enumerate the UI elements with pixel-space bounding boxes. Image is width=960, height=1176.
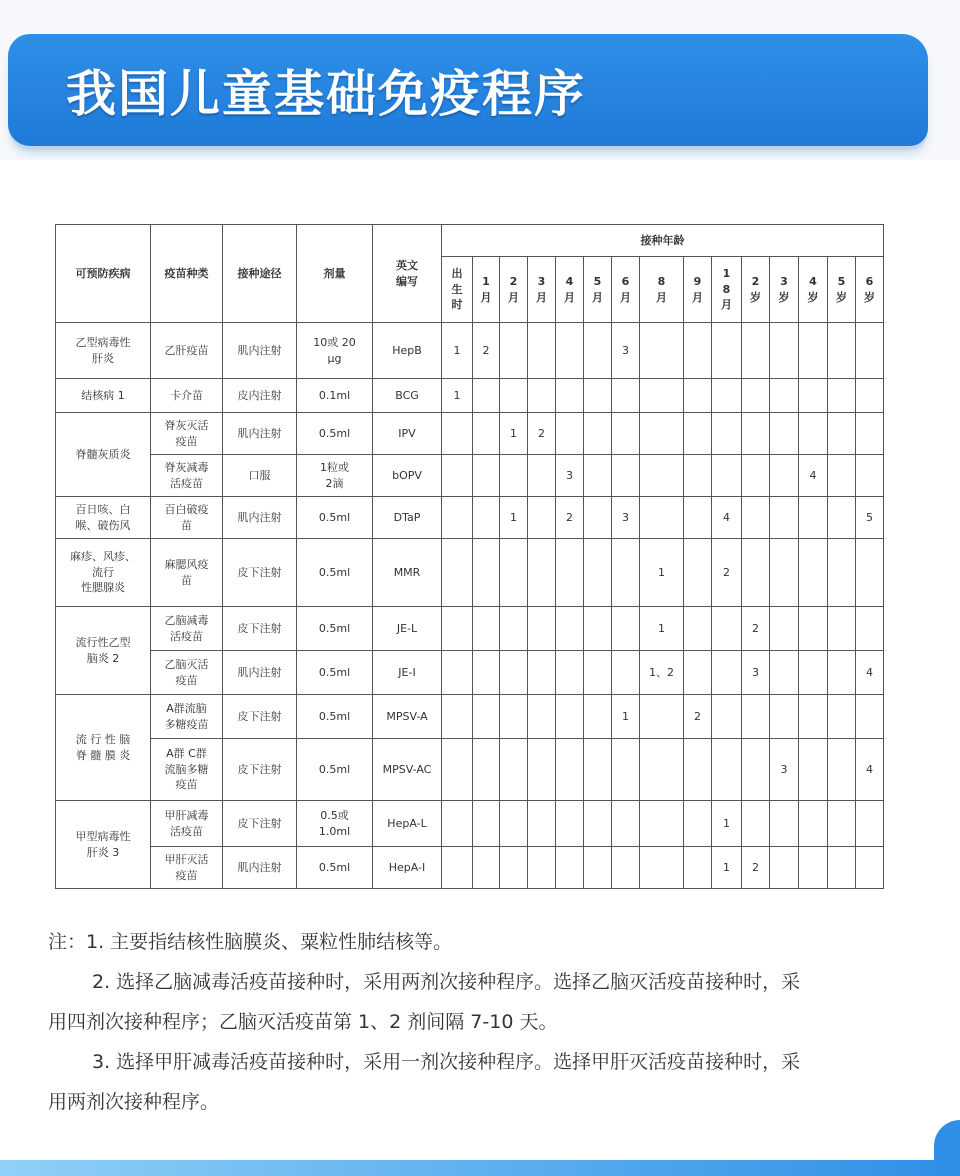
abbr-cell: HepA-I <box>373 847 442 889</box>
dose-number-cell <box>828 695 856 739</box>
table-row <box>56 379 884 413</box>
dose-number-cell <box>584 651 612 695</box>
dose-number-cell <box>640 323 684 379</box>
age-header-cell: 8 月 <box>640 257 684 323</box>
age-header-cell: 1 月 <box>473 257 500 323</box>
dose-number-cell: 3 <box>742 651 770 695</box>
dose-number-cell <box>828 379 856 413</box>
vaccine-cell: 甲肝灭活 疫苗 <box>151 847 223 889</box>
dose-number-cell <box>442 801 473 847</box>
dose-number-cell <box>442 695 473 739</box>
bottom-decor-bar <box>0 1160 960 1176</box>
notes-section <box>48 922 908 1122</box>
table-row <box>56 801 884 847</box>
vaccine-cell: A群 C群 流脑多糖 疫苗 <box>151 739 223 801</box>
dose-number-cell <box>742 497 770 539</box>
age-header-cell: 2 月 <box>500 257 528 323</box>
disease-cell: 结核病 1 <box>56 379 151 413</box>
dose-number-cell <box>612 539 640 607</box>
dose-number-cell <box>828 739 856 801</box>
dose-number-cell <box>640 379 684 413</box>
dose-number-cell <box>556 413 584 455</box>
abbr-cell: JE-L <box>373 607 442 651</box>
abbr-cell: bOPV <box>373 455 442 497</box>
dose-number-cell <box>556 847 584 889</box>
dose-number-cell <box>712 323 742 379</box>
dose-number-cell <box>612 847 640 889</box>
dose-number-cell <box>770 413 799 455</box>
table-row <box>56 323 884 379</box>
table-row <box>56 695 884 739</box>
dose-number-cell <box>828 801 856 847</box>
route-cell: 皮下注射 <box>223 739 297 801</box>
dose-number-cell <box>473 695 500 739</box>
dose-cell: 0.5ml <box>297 847 373 889</box>
dose-number-cell <box>856 607 884 651</box>
dose-number-cell <box>856 455 884 497</box>
dose-number-cell <box>799 497 828 539</box>
dose-number-cell <box>684 455 712 497</box>
dose-number-cell <box>828 455 856 497</box>
dose-number-cell <box>770 323 799 379</box>
dose-number-cell <box>712 379 742 413</box>
dose-cell: 0.5ml <box>297 539 373 607</box>
dose-number-cell <box>612 739 640 801</box>
dose-number-cell <box>856 695 884 739</box>
dose-number-cell <box>500 539 528 607</box>
route-cell: 皮下注射 <box>223 695 297 739</box>
dose-number-cell: 1 <box>500 413 528 455</box>
age-header-cell: 5 月 <box>584 257 612 323</box>
dose-number-cell: 3 <box>770 739 799 801</box>
dose-number-cell <box>640 801 684 847</box>
dose-number-cell <box>556 695 584 739</box>
dose-cell: 0.5ml <box>297 695 373 739</box>
dose-number-cell <box>712 651 742 695</box>
route-cell: 皮下注射 <box>223 539 297 607</box>
abbr-cell: JE-I <box>373 651 442 695</box>
dose-number-cell <box>584 739 612 801</box>
dose-number-cell <box>770 695 799 739</box>
dose-number-cell <box>528 323 556 379</box>
age-header-cell: 6 月 <box>612 257 640 323</box>
table-row <box>56 607 884 651</box>
dose-number-cell: 2 <box>742 607 770 651</box>
dose-number-cell <box>856 379 884 413</box>
dose-number-cell <box>770 607 799 651</box>
dose-number-cell <box>556 607 584 651</box>
dose-number-cell <box>500 455 528 497</box>
abbr-cell: MMR <box>373 539 442 607</box>
note-1: 注：1. 主要指结核性脑膜炎、粟粒性肺结核等。 <box>48 931 453 953</box>
dose-number-cell: 2 <box>556 497 584 539</box>
dose-number-cell <box>528 539 556 607</box>
dose-number-cell <box>528 801 556 847</box>
immunization-schedule-table <box>55 224 884 889</box>
dose-number-cell: 2 <box>528 413 556 455</box>
header-vaccine: 疫苗种类 <box>151 225 223 323</box>
dose-number-cell <box>612 607 640 651</box>
dose-number-cell <box>500 651 528 695</box>
dose-number-cell <box>556 379 584 413</box>
dose-number-cell <box>684 413 712 455</box>
dose-number-cell <box>770 801 799 847</box>
dose-number-cell <box>473 739 500 801</box>
dose-number-cell: 2 <box>742 847 770 889</box>
disease-cell: 麻疹、风疹、 流行 性腮腺炎 <box>56 539 151 607</box>
age-header-cell: 2 岁 <box>742 257 770 323</box>
dose-number-cell <box>528 695 556 739</box>
age-header-cell: 4 月 <box>556 257 584 323</box>
dose-number-cell <box>742 539 770 607</box>
disease-cell: 脊髓灰质炎 <box>56 413 151 497</box>
dose-number-cell <box>473 801 500 847</box>
dose-number-cell <box>640 413 684 455</box>
dose-number-cell <box>528 651 556 695</box>
route-cell: 皮内注射 <box>223 379 297 413</box>
dose-number-cell: 1 <box>712 847 742 889</box>
vaccine-cell: 卡介苗 <box>151 379 223 413</box>
dose-number-cell <box>828 497 856 539</box>
dose-number-cell <box>742 413 770 455</box>
dose-number-cell <box>712 607 742 651</box>
dose-number-cell <box>612 455 640 497</box>
dose-number-cell <box>828 323 856 379</box>
dose-number-cell <box>712 739 742 801</box>
note-3: 3. 选择甲肝减毒活疫苗接种时，采用一剂次接种程序。选择甲肝灭活疫苗接种时，采 <box>92 1051 801 1073</box>
dose-cell: 0.5ml <box>297 607 373 651</box>
header-age-group: 接种年龄 <box>442 225 884 257</box>
age-header-cell: 1 8 月 <box>712 257 742 323</box>
dose-number-cell <box>500 379 528 413</box>
dose-cell: 0.5ml <box>297 497 373 539</box>
route-cell: 肌内注射 <box>223 651 297 695</box>
dose-number-cell: 1 <box>712 801 742 847</box>
route-cell: 皮下注射 <box>223 607 297 651</box>
dose-number-cell <box>640 847 684 889</box>
dose-number-cell <box>684 607 712 651</box>
dose-number-cell <box>473 497 500 539</box>
dose-number-cell <box>500 607 528 651</box>
dose-number-cell <box>828 651 856 695</box>
disease-cell: 百日咳、白 喉、破伤风 <box>56 497 151 539</box>
dose-number-cell <box>684 651 712 695</box>
dose-number-cell <box>712 695 742 739</box>
dose-number-cell <box>828 847 856 889</box>
dose-number-cell <box>684 379 712 413</box>
dose-number-cell <box>442 739 473 801</box>
dose-number-cell <box>584 539 612 607</box>
abbr-cell: IPV <box>373 413 442 455</box>
dose-number-cell <box>770 651 799 695</box>
dose-number-cell <box>742 455 770 497</box>
dose-number-cell <box>442 651 473 695</box>
dose-number-cell: 3 <box>612 497 640 539</box>
dose-cell: 0.5ml <box>297 651 373 695</box>
dose-number-cell: 5 <box>856 497 884 539</box>
age-header-cell: 9 月 <box>684 257 712 323</box>
dose-number-cell <box>799 651 828 695</box>
disease-cell: 流 行 性 脑 脊 髓 膜 炎 <box>56 695 151 801</box>
dose-number-cell <box>584 379 612 413</box>
dose-number-cell <box>584 455 612 497</box>
table-row <box>56 455 884 497</box>
dose-number-cell <box>584 847 612 889</box>
dose-number-cell <box>742 695 770 739</box>
dose-number-cell <box>640 695 684 739</box>
dose-number-cell <box>556 323 584 379</box>
dose-number-cell <box>742 801 770 847</box>
dose-number-cell <box>640 739 684 801</box>
dose-number-cell <box>528 607 556 651</box>
age-header-cell: 3 月 <box>528 257 556 323</box>
dose-number-cell <box>473 455 500 497</box>
vaccine-cell: 乙肝疫苗 <box>151 323 223 379</box>
dose-number-cell <box>684 323 712 379</box>
dose-number-cell <box>500 801 528 847</box>
dose-number-cell <box>742 739 770 801</box>
table-row <box>56 413 884 455</box>
dose-number-cell: 4 <box>856 739 884 801</box>
dose-number-cell <box>799 607 828 651</box>
dose-number-cell <box>799 323 828 379</box>
dose-number-cell <box>770 497 799 539</box>
dose-number-cell <box>584 323 612 379</box>
table-row <box>56 539 884 607</box>
dose-number-cell <box>556 739 584 801</box>
dose-cell: 0.5ml <box>297 413 373 455</box>
disease-cell: 流行性乙型 脑炎 2 <box>56 607 151 695</box>
route-cell: 肌内注射 <box>223 413 297 455</box>
dose-number-cell: 2 <box>712 539 742 607</box>
abbr-cell: BCG <box>373 379 442 413</box>
dose-number-cell <box>500 739 528 801</box>
note-3-cont: 用两剂次接种程序。 <box>48 1091 220 1113</box>
dose-cell: 0.5ml <box>297 739 373 801</box>
dose-number-cell <box>856 801 884 847</box>
dose-number-cell <box>828 413 856 455</box>
vaccine-cell: 麻腮风疫 苗 <box>151 539 223 607</box>
dose-number-cell <box>528 379 556 413</box>
dose-number-cell <box>584 695 612 739</box>
dose-number-cell <box>799 379 828 413</box>
dose-number-cell <box>528 739 556 801</box>
note-2: 2. 选择乙脑减毒活疫苗接种时，采用两剂次接种程序。选择乙脑灭活疫苗接种时，采 <box>92 971 801 993</box>
dose-number-cell <box>770 455 799 497</box>
dose-number-cell <box>584 607 612 651</box>
dose-number-cell <box>442 455 473 497</box>
dose-number-cell: 3 <box>612 323 640 379</box>
dose-number-cell <box>640 497 684 539</box>
vaccine-cell: 乙脑减毒 活疫苗 <box>151 607 223 651</box>
dose-number-cell: 2 <box>473 323 500 379</box>
dose-number-cell <box>500 323 528 379</box>
vaccine-cell: 脊灰减毒 活疫苗 <box>151 455 223 497</box>
dose-number-cell <box>500 695 528 739</box>
dose-number-cell <box>640 455 684 497</box>
dose-number-cell <box>473 379 500 413</box>
vaccine-cell: 乙脑灭活 疫苗 <box>151 651 223 695</box>
age-header-cell: 6 岁 <box>856 257 884 323</box>
dose-number-cell <box>828 539 856 607</box>
table-row <box>56 497 884 539</box>
table-row <box>56 651 884 695</box>
dose-number-cell <box>712 413 742 455</box>
vaccine-cell: 甲肝减毒 活疫苗 <box>151 801 223 847</box>
age-header-cell: 5 岁 <box>828 257 856 323</box>
dose-number-cell <box>528 455 556 497</box>
route-cell: 肌内注射 <box>223 847 297 889</box>
abbr-cell: MPSV-A <box>373 695 442 739</box>
disease-cell: 甲型病毒性 肝炎 3 <box>56 801 151 889</box>
dose-number-cell <box>799 539 828 607</box>
header-abbr: 英文 编写 <box>373 225 442 323</box>
dose-cell: 1粒或 2滴 <box>297 455 373 497</box>
dose-number-cell <box>612 801 640 847</box>
header-dose: 剂量 <box>297 225 373 323</box>
dose-number-cell <box>799 739 828 801</box>
dose-number-cell: 1 <box>442 379 473 413</box>
dose-number-cell <box>473 413 500 455</box>
table-row <box>56 739 884 801</box>
dose-number-cell <box>442 539 473 607</box>
dose-number-cell <box>770 539 799 607</box>
dose-number-cell: 1 <box>640 607 684 651</box>
dose-number-cell <box>584 801 612 847</box>
dose-cell: 10或 20 μg <box>297 323 373 379</box>
dose-number-cell <box>442 497 473 539</box>
vaccine-cell: 百白破疫 苗 <box>151 497 223 539</box>
dose-number-cell <box>742 323 770 379</box>
dose-number-cell <box>556 539 584 607</box>
dose-number-cell <box>528 847 556 889</box>
dose-number-cell: 4 <box>799 455 828 497</box>
dose-number-cell: 1、2 <box>640 651 684 695</box>
header-route: 接种途径 <box>223 225 297 323</box>
dose-number-cell <box>556 651 584 695</box>
route-cell: 肌内注射 <box>223 497 297 539</box>
dose-number-cell: 3 <box>556 455 584 497</box>
dose-cell: 0.1ml <box>297 379 373 413</box>
dose-number-cell <box>442 607 473 651</box>
dose-number-cell <box>856 413 884 455</box>
abbr-cell: MPSV-AC <box>373 739 442 801</box>
note-2-cont: 用四剂次接种程序；乙脑灭活疫苗第 1、2 剂间隔 7-10 天。 <box>48 1011 558 1033</box>
dose-number-cell <box>684 847 712 889</box>
dose-number-cell <box>799 847 828 889</box>
dose-number-cell: 1 <box>500 497 528 539</box>
dose-number-cell <box>856 847 884 889</box>
dose-number-cell <box>442 847 473 889</box>
dose-number-cell: 2 <box>684 695 712 739</box>
route-cell: 皮下注射 <box>223 801 297 847</box>
dose-number-cell: 4 <box>712 497 742 539</box>
dose-number-cell <box>442 413 473 455</box>
abbr-cell: DTaP <box>373 497 442 539</box>
disease-cell: 乙型病毒性 肝炎 <box>56 323 151 379</box>
dose-number-cell <box>584 413 612 455</box>
dose-number-cell <box>799 801 828 847</box>
dose-number-cell <box>828 607 856 651</box>
route-cell: 口服 <box>223 455 297 497</box>
dose-number-cell: 1 <box>442 323 473 379</box>
dose-number-cell <box>473 847 500 889</box>
dose-number-cell <box>684 739 712 801</box>
vaccine-cell: 脊灰灭活 疫苗 <box>151 413 223 455</box>
dose-number-cell <box>528 497 556 539</box>
dose-number-cell <box>856 323 884 379</box>
dose-number-cell: 4 <box>856 651 884 695</box>
page-title: 我国儿童基础免疫程序 <box>66 65 586 123</box>
dose-number-cell: 1 <box>612 695 640 739</box>
header-row <box>56 225 884 257</box>
dose-number-cell <box>473 651 500 695</box>
dose-number-cell <box>473 607 500 651</box>
abbr-cell: HepA-L <box>373 801 442 847</box>
dose-number-cell <box>500 847 528 889</box>
dose-number-cell <box>742 379 770 413</box>
dose-number-cell <box>684 539 712 607</box>
dose-number-cell <box>473 539 500 607</box>
dose-number-cell <box>612 379 640 413</box>
dose-number-cell <box>799 695 828 739</box>
age-header-cell: 出 生 时 <box>442 257 473 323</box>
dose-number-cell <box>684 801 712 847</box>
dose-number-cell <box>684 497 712 539</box>
age-header-cell: 3 岁 <box>770 257 799 323</box>
dose-number-cell <box>712 455 742 497</box>
abbr-cell: HepB <box>373 323 442 379</box>
vaccine-cell: A群流脑 多糖疫苗 <box>151 695 223 739</box>
dose-number-cell <box>799 413 828 455</box>
route-cell: 肌内注射 <box>223 323 297 379</box>
table-row <box>56 847 884 889</box>
dose-number-cell <box>556 801 584 847</box>
dose-number-cell <box>856 539 884 607</box>
dose-number-cell: 1 <box>640 539 684 607</box>
header-disease: 可预防疾病 <box>56 225 151 323</box>
dose-number-cell <box>612 413 640 455</box>
dose-number-cell <box>612 651 640 695</box>
dose-cell: 0.5或 1.0ml <box>297 801 373 847</box>
dose-number-cell <box>770 847 799 889</box>
dose-number-cell <box>584 497 612 539</box>
dose-number-cell <box>770 379 799 413</box>
age-header-cell: 4 岁 <box>799 257 828 323</box>
